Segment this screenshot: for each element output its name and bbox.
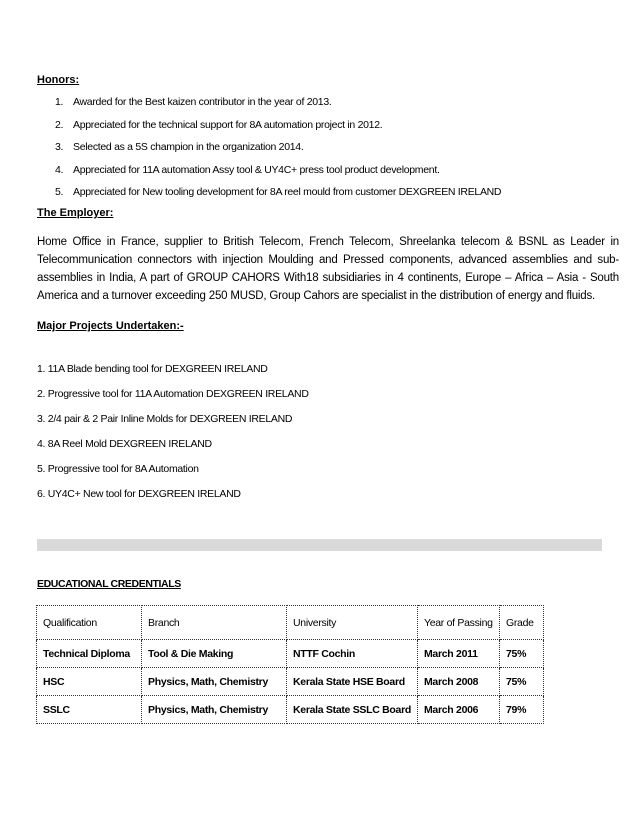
honor-text: Appreciated for New tooling development for 8A reel mould from customer DEXGREEN IRELAND bbox=[73, 186, 502, 198]
list-item: 5. Progressive tool for 8A Automation bbox=[37, 463, 199, 475]
table-header-row bbox=[37, 606, 544, 640]
table-cell: 79% bbox=[499, 696, 543, 724]
column-header: University bbox=[287, 606, 418, 640]
list-number: 5. bbox=[55, 186, 64, 198]
table-cell: Physics, Math, Chemistry bbox=[142, 668, 287, 696]
column-header: Grade bbox=[499, 606, 543, 640]
column-header: Year of Passing bbox=[417, 606, 499, 640]
list-number: 1. bbox=[55, 96, 64, 108]
list-number: 4. bbox=[55, 163, 64, 176]
section-divider bbox=[37, 539, 602, 551]
list-item bbox=[55, 163, 501, 186]
table-row bbox=[37, 696, 544, 724]
table-cell: HSC bbox=[37, 668, 142, 696]
table-cell: Physics, Math, Chemistry bbox=[142, 696, 287, 724]
honor-text: Appreciated for 11A automation Assy tool & UY4C+ press tool product development. bbox=[73, 163, 440, 176]
projects-heading: Major Projects Undertaken:- bbox=[37, 320, 184, 332]
list-number: 2. bbox=[55, 118, 64, 131]
honor-text: Awarded for the Best kaizen contributor in the year of 2013. bbox=[73, 96, 332, 108]
table-row bbox=[37, 668, 544, 696]
projects-list bbox=[37, 362, 309, 512]
table-cell: Tool & Die Making bbox=[142, 640, 287, 668]
table-cell: March 2006 bbox=[417, 696, 499, 724]
list-number: 3. bbox=[55, 141, 64, 153]
honors-heading: Honors: bbox=[37, 74, 80, 86]
table-cell: Technical Diploma bbox=[37, 640, 142, 668]
list-item bbox=[55, 95, 501, 118]
education-heading: EDUCATIONAL CREDENTIALS bbox=[37, 578, 181, 590]
table-cell: 75% bbox=[499, 640, 543, 668]
education-table bbox=[36, 605, 544, 724]
list-item: 3. 2/4 pair & 2 Pair Inline Molds for DEXGREEN IRELAND bbox=[37, 413, 293, 425]
table-cell: Kerala State HSE Board bbox=[287, 668, 418, 696]
list-item bbox=[55, 118, 501, 141]
column-header: Branch bbox=[142, 606, 287, 640]
table-cell: SSLC bbox=[37, 696, 142, 724]
list-item: 1. 11A Blade bending tool for DEXGREEN IRELAND bbox=[37, 363, 268, 375]
table-row bbox=[37, 640, 544, 668]
list-item: 6. UY4C+ New tool for DEXGREEN IRELAND bbox=[37, 488, 241, 500]
table-cell: Kerala State SSLC Board bbox=[287, 696, 418, 724]
list-item bbox=[55, 140, 501, 163]
table-cell: March 2008 bbox=[417, 668, 499, 696]
column-header: Qualification bbox=[37, 606, 142, 640]
honor-text: Selected as a 5S champion in the organization 2014. bbox=[73, 141, 304, 153]
employer-heading: The Employer: bbox=[37, 207, 114, 219]
employer-description: Home Office in France, supplier to British Telecom, French Telecom, Shreelanka telecom & BSNL as Leader in Telecommunication connectors with injection Moulding and Pressed components, advanced assemblies and sub-assemblies in India, A part of GROUP CAHORS With18 subsidiaries in 4 continents, Europe – Africa – Asia - South America and a turnover exceeding 250 MUSD, Group Cahors are specialist in the distribution of energy and fluids. bbox=[37, 236, 619, 302]
list-item bbox=[55, 185, 501, 208]
honor-text: Appreciated for the technical support for 8A automation project in 2012. bbox=[73, 118, 383, 131]
table-cell: NTTF Cochin bbox=[287, 640, 418, 668]
table-cell: 75% bbox=[499, 668, 543, 696]
table-cell: March 2011 bbox=[417, 640, 499, 668]
list-item: 4. 8A Reel Mold DEXGREEN IRELAND bbox=[37, 438, 212, 450]
list-item: 2. Progressive tool for 11A Automation DEXGREEN IRELAND bbox=[37, 388, 309, 400]
honors-list bbox=[55, 95, 501, 208]
